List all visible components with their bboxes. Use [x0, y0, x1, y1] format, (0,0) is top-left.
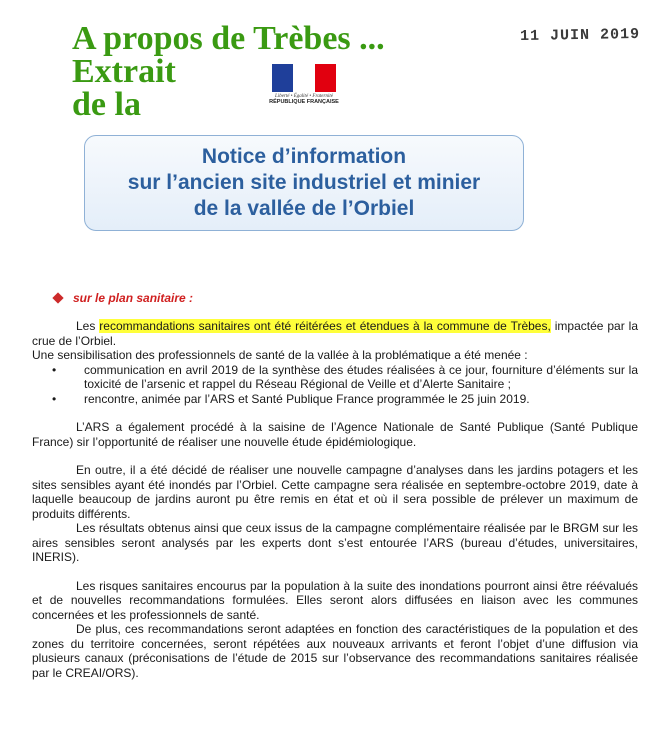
bullet-icon: •: [52, 362, 57, 377]
paragraph-7: De plus, ces recommandations seront adaptées en fonction des caractéristiques de la population et des zones du territoire concernées, seront répétées aux nouveaux arrivants et feront l’objet d’une diffusion via plusieurs canaux (préconisations de l’étude de 2015 sur l’observance des recommandations sanitaires réalisée par le CREAI/ORS).: [32, 622, 638, 680]
heading-line-3: de la: [72, 86, 141, 123]
document-body: [32, 319, 638, 680]
section-heading: [54, 291, 193, 305]
heading-line-1: A propos de Trèbes ...: [72, 20, 385, 57]
notice-title-box: [84, 135, 524, 231]
logo-motto: Liberté • Égalité • Fraternité: [275, 94, 333, 99]
bullet-icon: •: [52, 391, 57, 406]
section-heading-text: sur le plan sanitaire :: [73, 291, 194, 305]
list-item: [32, 363, 638, 392]
notice-title-line-3: de la vallée de l’Orbiel: [193, 197, 415, 220]
paragraph-4: En outre, il a été décidé de réaliser une nouvelle campagne d’analyses dans les jardins potagers et les sites sensibles ayant été inondés par l’Orbiel. Cette campagne sera réalisée en septembre-octobre 2019, date à laquelle beaucoup de jardins auront pu être remis en état et où il sera possible de prélever un maximum de produits différents.: [32, 463, 638, 521]
notice-title-line-1: Notice d’information: [201, 145, 407, 168]
paragraph-1: [32, 319, 638, 348]
list-item-text: rencontre, animée par l’ARS et Santé Publique France programmée le 25 juin 2019.: [84, 391, 530, 406]
paragraph-3: L’ARS a également procédé à la saisine de l’Agence Nationale de Santé Publique (Santé Publique France) sir l’opportunité de réaliser une nouvelle étude épidémiologique.: [32, 420, 638, 449]
logo-republic-name: RÉPUBLIQUE FRANÇAISE: [269, 99, 339, 105]
paragraph-6: Les risques sanitaires encourus par la population à la suite des inondations pourront ainsi être réévalués et de nouvelles recommandations formulées. Elles seront alors diffusées en liaison avec les communes concernées et les professionnels de santé.: [32, 578, 638, 622]
paragraph-1-start: Les: [76, 319, 100, 333]
highlighted-text: recommandations sanitaires ont été réitérées et étendues à la commune de Trèbes,: [99, 319, 551, 333]
marianne-flag-icon: [272, 64, 336, 92]
bullet-list: [32, 363, 638, 407]
list-item: [32, 392, 638, 407]
notice-title-line-2: sur l’ancien site industriel et minier: [127, 171, 481, 194]
list-item-text: communication en avril 2019 de la synthèse des études réalisées à ce jour, fourniture d’éléments sur la toxicité de l’arsenic et rappel du Réseau Régional de Veille et d’Alerte Sanitaire ;: [84, 362, 638, 391]
diamond-bullet-icon: [52, 292, 63, 303]
heading-line-2: Extrait: [72, 53, 176, 90]
paragraph-1-end: impactée par la crue de l’Orbiel.: [32, 319, 638, 348]
date-stamp: 11 JUIN 2019: [519, 25, 641, 46]
republique-francaise-logo: [268, 64, 340, 105]
paragraph-2: Une sensibilisation des professionnels de santé de la vallée à la problématique a été menée :: [32, 348, 528, 362]
paragraph-5: Les résultats obtenus ainsi que ceux issus de la campagne complémentaire réalisée par le BRGM sur les aires sensibles seront analysés par les experts dont s’est entourée l’ARS (bureau d’études, universitaires, INERIS).: [32, 521, 638, 564]
